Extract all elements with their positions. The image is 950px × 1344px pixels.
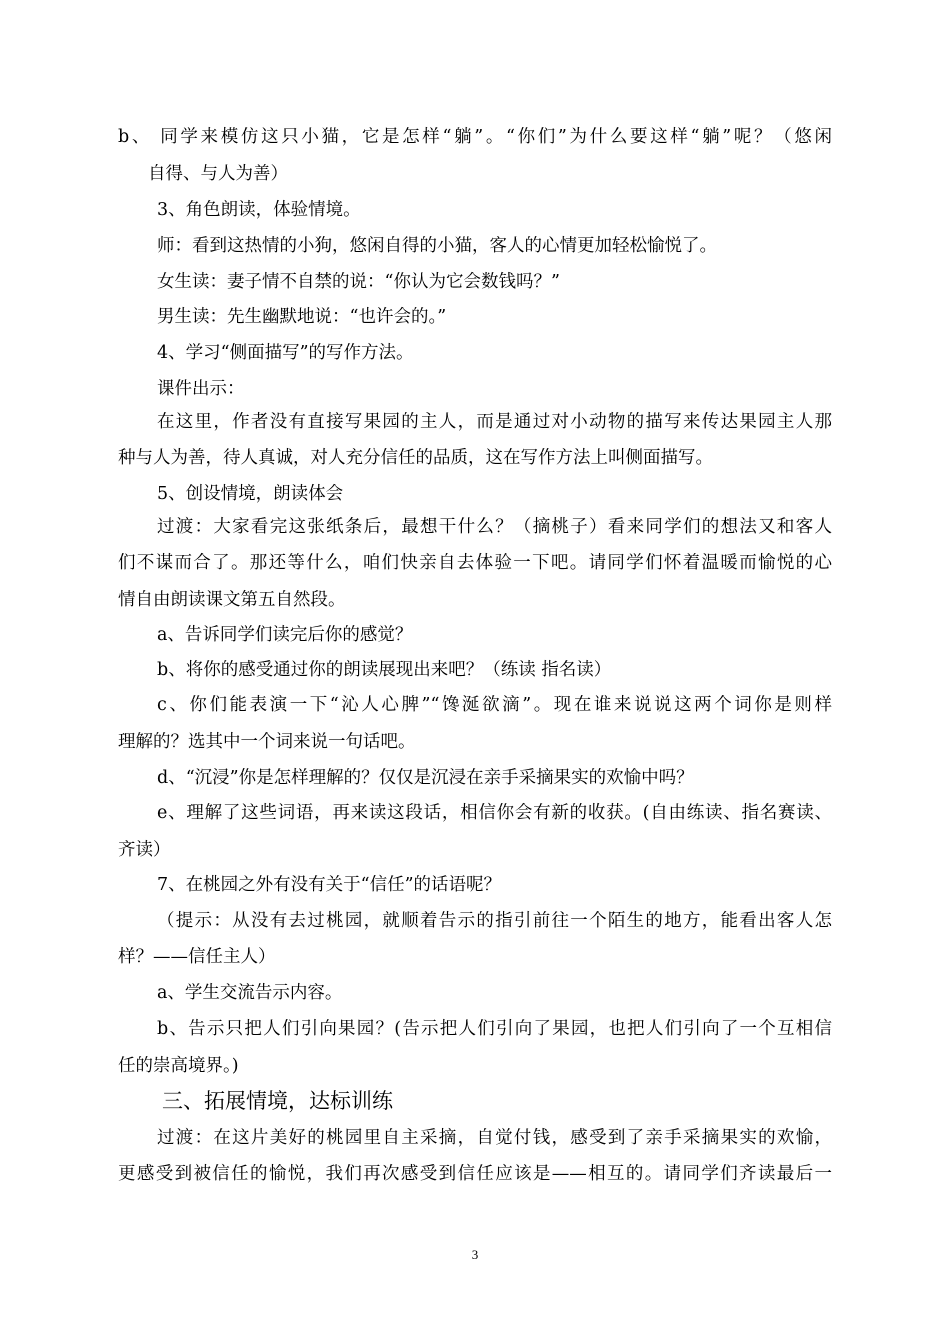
text-line: b、 同学来模仿这只小猫，它是怎样“躺”。“你们”为什么要这样“躺”呢？（悠闲 — [118, 127, 832, 147]
text-line: 4、学习“侧面描写”的写作方法。 — [157, 343, 414, 363]
page-number: 3 — [471, 1247, 479, 1262]
text-line: 自得、与人为善） — [148, 164, 288, 184]
text-line: 女生读：妻子情不自禁的说：“你认为它会数钱吗？” — [157, 272, 560, 292]
text-line: d、“沉浸”你是怎样理解的？仅仅是沉浸在亲手采摘果实的欢愉中吗？ — [157, 768, 694, 788]
text-line: 课件出示： — [157, 379, 245, 399]
text-line: 过渡：大家看完这张纸条后，最想干什么？（摘桃子）看来同学们的想法又和客人 — [157, 517, 832, 537]
text-line: e、理解了这些词语，再来读这段话，相信你会有新的收获。(自由练读、指名赛读、 — [157, 803, 832, 823]
text-line: a、告诉同学们读完后你的感觉？ — [157, 625, 413, 645]
text-line: 过渡：在这片美好的桃园里自主采摘，自觉付钱，感受到了亲手采摘果实的欢愉， — [157, 1128, 832, 1148]
text-line: 情自由朗读课文第五自然段。 — [118, 590, 346, 610]
text-line: 男生读：先生幽默地说：“也许会的。” — [157, 307, 447, 327]
text-line: 理解的？选其中一个词来说一句话吧。 — [118, 732, 416, 752]
text-line: 更感受到被信任的愉悦，我们再次感受到信任应该是——相互的。请同学们齐读最后一 — [118, 1164, 832, 1184]
text-line: 7、在桃园之外有没有关于“信任”的话语呢？ — [157, 875, 502, 895]
text-line: 齐读） — [118, 840, 171, 860]
text-line: 5、创设情境，朗读体会 — [157, 484, 344, 504]
section-heading: 三、拓展情境，达标训练 — [162, 1089, 393, 1113]
text-line: 种与人为善，待人真诚，对人充分信任的品质，这在写作方法上叫侧面描写。 — [118, 448, 713, 468]
text-line: c、你们能表演一下“沁人心脾”“馋涎欲滴”。现在谁来说说这两个词你是则样 — [157, 695, 832, 715]
text-line: a、学生交流告示内容。 — [157, 983, 343, 1003]
text-line: 在这里，作者没有直接写果园的主人，而是通过对小动物的描写来传达果园主人那 — [157, 412, 832, 432]
text-line: b、告示只把人们引向果园？(告示把人们引向了果园，也把人们引向了一个互相信 — [157, 1019, 832, 1039]
text-line: （提示：从没有去过桃园，就顺着告示的指引前往一个陌生的地方，能看出客人怎 — [157, 911, 832, 931]
text-line: 样？——信任主人） — [118, 947, 276, 967]
text-line: 师：看到这热情的小狗，悠闲自得的小猫，客人的心情更加轻松愉悦了。 — [157, 236, 717, 256]
text-line: 们不谋而合了。那还等什么，咱们快亲自去体验一下吧。请同学们怀着温暖而愉悦的心 — [118, 553, 832, 573]
text-line: 任的崇高境界。) — [118, 1056, 239, 1076]
text-line: b、将你的感受通过你的朗读展现出来吧？（练读 指名读） — [157, 660, 612, 680]
text-line: 3、角色朗读，体验情境。 — [157, 200, 361, 220]
